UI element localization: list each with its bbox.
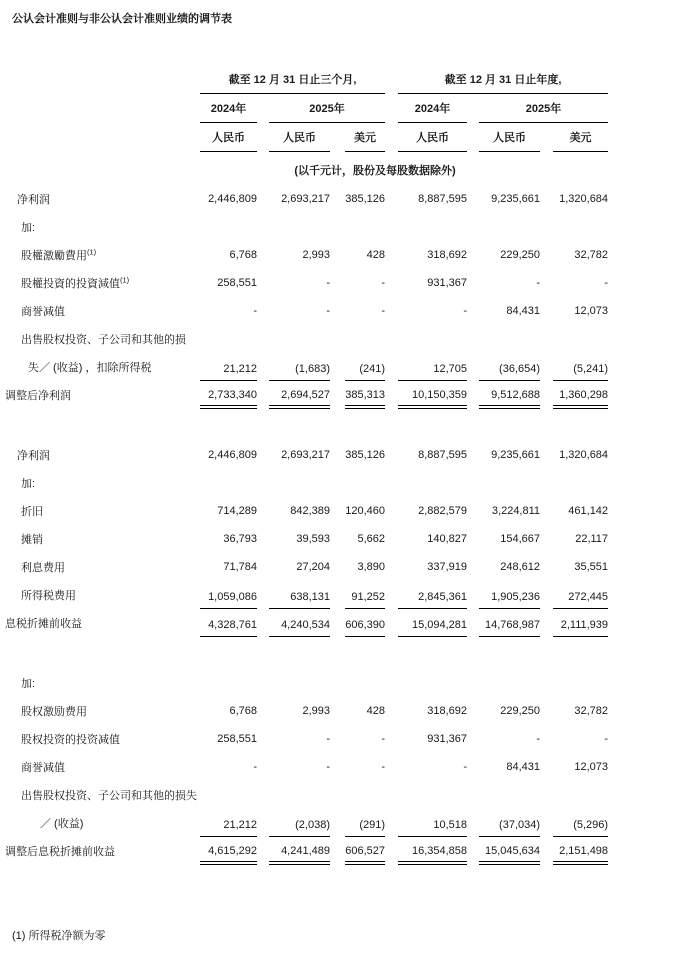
row-label-text: 股權投資的投資減值 xyxy=(21,278,120,290)
units-note: (以千元计，股份及每股数据除外) xyxy=(294,165,456,177)
cell-value xyxy=(385,469,467,497)
cell-value: 1,905,236 xyxy=(467,581,540,609)
cell-value: (5,241) xyxy=(540,353,608,381)
cell-value xyxy=(385,325,467,353)
table-row xyxy=(5,781,608,809)
table-row xyxy=(5,809,608,837)
cell-value: 428 xyxy=(366,705,386,717)
table-row xyxy=(5,381,608,409)
col-currency-rmb-2 xyxy=(257,126,330,155)
table-row xyxy=(5,837,608,865)
cell-value xyxy=(540,781,608,809)
cell-value: 8,887,595 xyxy=(418,449,468,461)
currency-label: 人民币 xyxy=(398,129,467,152)
cell-value: 84,431 xyxy=(506,305,541,317)
table-row xyxy=(5,325,608,353)
cell-value: 9,235,661 xyxy=(491,449,541,461)
currency-label: 人民币 xyxy=(479,129,540,152)
cell-value: 2,693,217 xyxy=(281,449,330,461)
cell-value: - xyxy=(326,761,330,773)
cell-value: 32,782 xyxy=(574,249,609,261)
cell-value xyxy=(330,469,385,497)
cell-value: 606,527 xyxy=(330,837,385,865)
cell-value: 6,768 xyxy=(229,249,257,261)
cell-value: 36,793 xyxy=(223,533,257,545)
cell-value: 2,446,809 xyxy=(208,193,257,205)
cell-value xyxy=(330,213,385,241)
row-label-text: 加: xyxy=(21,678,36,690)
row-label xyxy=(5,469,200,497)
cell-value: - xyxy=(381,305,386,317)
row-label-text: 加: xyxy=(21,478,36,490)
cell-value xyxy=(467,213,540,241)
cell-value xyxy=(257,781,330,809)
cell-value xyxy=(200,781,257,809)
cell-value: 140,827 xyxy=(427,533,468,545)
cell-value: 12,073 xyxy=(574,305,609,317)
cell-value: (5,296) xyxy=(540,809,608,837)
year-label: 2024年 xyxy=(398,100,467,123)
cell-value: (241) xyxy=(330,353,385,381)
cell-value: 84,431 xyxy=(506,761,541,773)
table-row xyxy=(5,469,608,497)
cell-value: 229,250 xyxy=(500,249,541,261)
footnote: (1) 所得税净额为零 xyxy=(12,930,106,942)
currency-label: 人民币 xyxy=(269,129,330,152)
row-label xyxy=(5,269,200,297)
cell-value: 714,289 xyxy=(217,505,257,517)
cell-value: 4,328,761 xyxy=(200,609,257,637)
row-label-text: 股权投资的投资减值 xyxy=(21,734,120,746)
empty-cell xyxy=(5,155,200,185)
row-label xyxy=(5,441,200,469)
cell-value: - xyxy=(326,277,330,289)
cell-value: 35,551 xyxy=(574,561,609,573)
row-label xyxy=(5,669,200,697)
cell-value: 120,460 xyxy=(345,505,386,517)
cell-value xyxy=(467,781,540,809)
cell-value xyxy=(540,325,608,353)
cell-value xyxy=(257,325,330,353)
row-label xyxy=(5,753,200,781)
year-label: 2025年 xyxy=(269,100,385,123)
cell-value: 9,512,688 xyxy=(467,381,540,409)
cell-value xyxy=(257,669,330,697)
cell-value: 428 xyxy=(366,249,386,261)
cell-value: 638,131 xyxy=(257,581,330,609)
group-header-row xyxy=(5,68,608,97)
cell-value: - xyxy=(253,305,257,317)
cell-value: 10,150,359 xyxy=(385,381,467,409)
cell-value: - xyxy=(604,277,609,289)
spacer-cell xyxy=(5,637,608,669)
cell-value: 16,354,858 xyxy=(385,837,467,865)
col-year-2025-fullyear xyxy=(467,97,608,126)
table-row xyxy=(5,497,608,525)
empty-cell xyxy=(5,126,200,155)
row-label-text: 出售股权投资、子公司和其他的损失 xyxy=(21,790,197,802)
spacer-row xyxy=(5,409,608,441)
cell-value xyxy=(467,469,540,497)
col-year-2024-fullyear xyxy=(385,97,467,126)
cell-value: 2,993 xyxy=(302,705,330,717)
col-group-label: 截至 12 月 31 日止三个月, xyxy=(200,71,385,94)
cell-value: - xyxy=(381,277,386,289)
cell-value: 258,551 xyxy=(217,733,257,745)
table-body xyxy=(5,185,608,865)
row-label-text: 调整后息税折摊前收益 xyxy=(5,846,115,858)
table-row xyxy=(5,213,608,241)
cell-value: 3,224,811 xyxy=(491,505,541,517)
cell-value: 385,313 xyxy=(330,381,385,409)
cell-value: 71,784 xyxy=(223,561,257,573)
cell-value: 39,593 xyxy=(296,533,330,545)
row-label-text: 出售股权投资、子公司和其他的损 xyxy=(21,334,186,346)
currency-label: 美元 xyxy=(553,129,608,152)
cell-value: (291) xyxy=(330,809,385,837)
cell-value: (1,683) xyxy=(257,353,330,381)
empty-cell xyxy=(5,97,200,126)
row-label-text: 摊销 xyxy=(21,534,43,546)
row-label xyxy=(5,297,200,325)
cell-value xyxy=(385,213,467,241)
cell-value xyxy=(540,213,608,241)
table-row xyxy=(5,697,608,725)
currency-label: 美元 xyxy=(345,129,385,152)
row-label xyxy=(5,725,200,753)
cell-value: 12,705 xyxy=(385,353,467,381)
row-label-text: 商誉减值 xyxy=(21,306,65,318)
cell-value: 27,204 xyxy=(296,561,330,573)
col-currency-rmb-4 xyxy=(467,126,540,155)
col-currency-usd-1 xyxy=(330,126,385,155)
row-label xyxy=(5,837,200,865)
cell-value: 248,612 xyxy=(500,561,541,573)
cell-value: (2,038) xyxy=(257,809,330,837)
year-label: 2024年 xyxy=(200,100,257,123)
cell-value xyxy=(540,469,608,497)
table-row xyxy=(5,441,608,469)
cell-value: - xyxy=(326,305,330,317)
cell-value: 2,993 xyxy=(302,249,330,261)
cell-value: - xyxy=(536,733,541,745)
cell-value: 2,694,527 xyxy=(257,381,330,409)
row-label-text: 利息费用 xyxy=(21,562,65,574)
cell-value: 8,887,595 xyxy=(418,193,468,205)
cell-value: 258,551 xyxy=(217,277,257,289)
cell-value: - xyxy=(463,761,468,773)
cell-value: 318,692 xyxy=(427,705,468,717)
row-label xyxy=(5,497,200,525)
cell-value: 4,615,292 xyxy=(200,837,257,865)
cell-value: 91,252 xyxy=(330,581,385,609)
cell-value: 22,117 xyxy=(575,533,609,545)
row-label xyxy=(5,697,200,725)
col-currency-rmb-1 xyxy=(200,126,257,155)
cell-value: 318,692 xyxy=(427,249,468,261)
row-label-text: 商誉减值 xyxy=(21,762,65,774)
cell-value: - xyxy=(326,733,330,745)
footnote-ref: (1) xyxy=(120,275,130,285)
row-label-text: 股权激励费用 xyxy=(21,706,87,718)
footnote-ref: (1) xyxy=(87,247,97,257)
empty-corner-cell xyxy=(5,68,200,97)
table-row xyxy=(5,525,608,553)
row-label xyxy=(5,581,200,609)
col-year-2024-quarter xyxy=(200,97,257,126)
row-label xyxy=(5,381,200,409)
page-title: 公认会计准则与非公认会计准则业绩的调节表 xyxy=(12,13,232,25)
cell-value: 842,389 xyxy=(290,505,330,517)
row-label xyxy=(5,609,200,637)
col-group-full-year xyxy=(385,68,608,97)
cell-value: - xyxy=(536,277,541,289)
cell-value: 385,126 xyxy=(345,193,386,205)
cell-value xyxy=(257,469,330,497)
row-label-text: 股權激勵費用 xyxy=(21,250,87,262)
cell-value: 461,142 xyxy=(568,505,609,517)
cell-value: 15,094,281 xyxy=(385,609,467,637)
cell-value xyxy=(467,669,540,697)
currency-label: 人民币 xyxy=(200,129,257,152)
cell-value: 12,073 xyxy=(574,761,609,773)
cell-value: 385,126 xyxy=(345,449,386,461)
table-row xyxy=(5,753,608,781)
table-row xyxy=(5,297,608,325)
cell-value: 1,360,298 xyxy=(540,381,608,409)
cell-value: - xyxy=(253,761,257,773)
cell-value xyxy=(200,213,257,241)
cell-value: 1,320,684 xyxy=(559,193,609,205)
cell-value: 14,768,987 xyxy=(467,609,540,637)
cell-value: 4,241,489 xyxy=(257,837,330,865)
row-label xyxy=(5,553,200,581)
cell-value: 272,445 xyxy=(540,581,608,609)
cell-value: - xyxy=(381,761,386,773)
spacer-row xyxy=(5,637,608,669)
reconciliation-table xyxy=(5,68,608,865)
row-label-text: 息税折摊前收益 xyxy=(5,618,82,630)
cell-value: 10,518 xyxy=(385,809,467,837)
row-label-text: 净利润 xyxy=(17,194,50,206)
cell-value xyxy=(540,669,608,697)
row-label xyxy=(5,241,200,269)
cell-value xyxy=(200,669,257,697)
cell-value: 9,235,661 xyxy=(491,193,541,205)
cell-value: 6,768 xyxy=(229,705,257,717)
row-label-text: 净利润 xyxy=(17,450,50,462)
row-label xyxy=(5,213,200,241)
cell-value xyxy=(385,781,467,809)
table-row xyxy=(5,725,608,753)
row-label-text: 折旧 xyxy=(21,506,43,518)
cell-value: 2,882,579 xyxy=(418,505,468,517)
row-label xyxy=(5,353,200,381)
cell-value: 1,320,684 xyxy=(559,449,609,461)
cell-value xyxy=(330,669,385,697)
cell-value: - xyxy=(604,733,609,745)
table-row xyxy=(5,581,608,609)
cell-value xyxy=(200,469,257,497)
cell-value: 154,667 xyxy=(500,533,541,545)
cell-value: 32,782 xyxy=(574,705,609,717)
spacer-cell xyxy=(5,409,608,441)
cell-value: - xyxy=(381,733,386,745)
row-label-text: 所得税费用 xyxy=(21,590,76,602)
cell-value: 15,045,634 xyxy=(467,837,540,865)
cell-value xyxy=(330,781,385,809)
cell-value xyxy=(467,325,540,353)
table-row xyxy=(5,185,608,213)
table-row xyxy=(5,609,608,637)
cell-value: 606,390 xyxy=(330,609,385,637)
cell-value xyxy=(200,325,257,353)
year-header-row xyxy=(5,97,608,126)
units-note-row xyxy=(5,155,608,185)
cell-value: 2,151,498 xyxy=(540,837,608,865)
row-label xyxy=(5,525,200,553)
col-currency-rmb-3 xyxy=(385,126,467,155)
row-label xyxy=(5,325,200,353)
cell-value xyxy=(257,213,330,241)
table-row xyxy=(5,353,608,381)
row-label-text: 加: xyxy=(21,222,36,234)
col-year-2025-quarter xyxy=(257,97,385,126)
cell-value: 2,693,217 xyxy=(281,193,330,205)
row-label xyxy=(5,185,200,213)
cell-value: 931,367 xyxy=(427,733,468,745)
cell-value: 2,111,939 xyxy=(540,609,608,637)
row-label xyxy=(5,781,200,809)
cell-value: 21,212 xyxy=(200,353,257,381)
year-label: 2025年 xyxy=(479,100,608,123)
cell-value: 4,240,534 xyxy=(257,609,330,637)
cell-value: - xyxy=(463,305,468,317)
col-group-three-months xyxy=(200,68,385,97)
col-currency-usd-2 xyxy=(540,126,608,155)
cell-value: 337,919 xyxy=(427,561,468,573)
cell-value: 1,059,086 xyxy=(200,581,257,609)
table-row xyxy=(5,241,608,269)
row-label-text: 调整后净利润 xyxy=(5,390,71,402)
row-label-text: 失／ (收益) ，扣除所得税 xyxy=(28,362,152,374)
cell-value: 229,250 xyxy=(500,705,541,717)
row-label xyxy=(5,809,200,837)
cell-value: 2,733,340 xyxy=(200,381,257,409)
currency-header-row xyxy=(5,126,608,155)
cell-value xyxy=(330,325,385,353)
table-row xyxy=(5,669,608,697)
cell-value: (36,654) xyxy=(467,353,540,381)
row-label-text: ／ (收益) xyxy=(40,818,84,830)
cell-value: (37,034) xyxy=(467,809,540,837)
cell-value: 3,890 xyxy=(357,561,386,573)
cell-value xyxy=(385,669,467,697)
table-row xyxy=(5,269,608,297)
table-row xyxy=(5,553,608,581)
cell-value: 21,212 xyxy=(200,809,257,837)
cell-value: 931,367 xyxy=(427,277,468,289)
cell-value: 2,446,809 xyxy=(208,449,257,461)
cell-value: 5,662 xyxy=(357,533,386,545)
col-group-label: 截至 12 月 31 日止年度, xyxy=(398,71,608,94)
cell-value: 2,845,361 xyxy=(385,581,467,609)
